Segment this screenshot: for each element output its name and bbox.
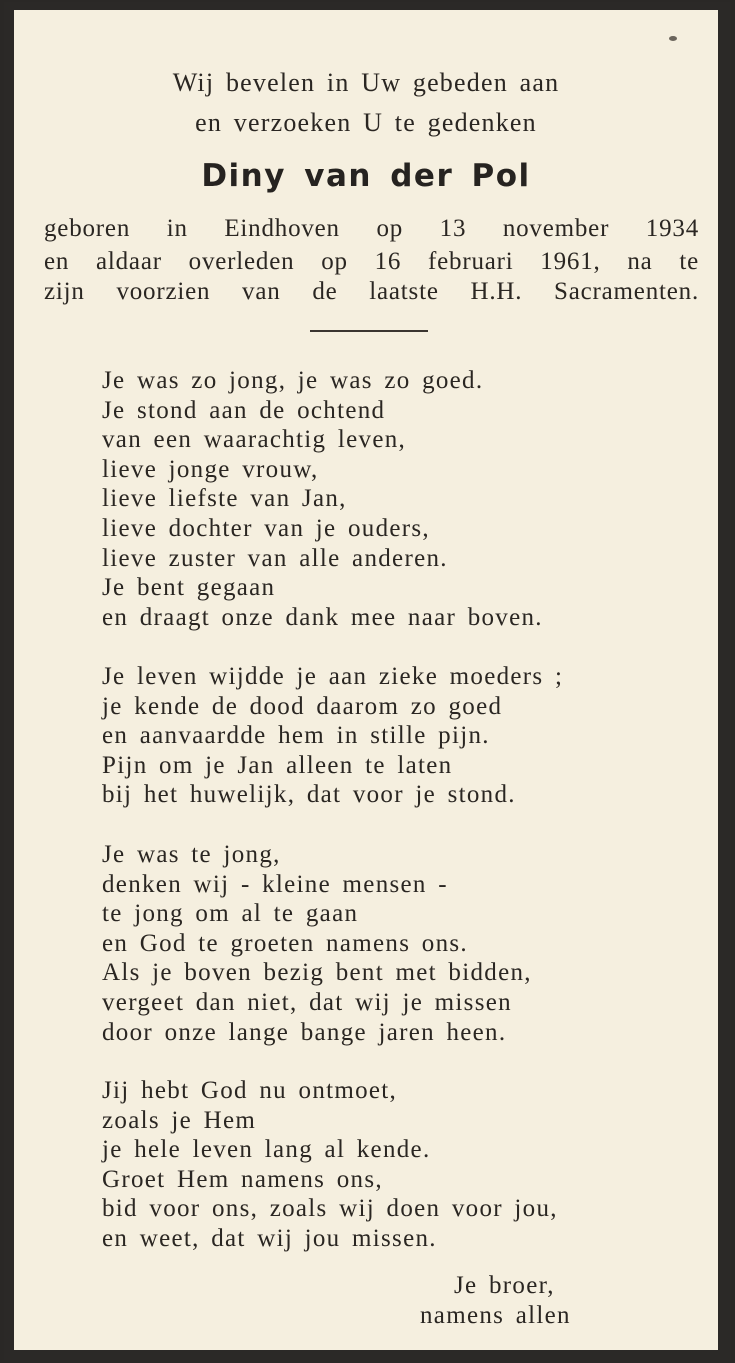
poem-line: Groet Hem namens ons, [102, 1165, 383, 1193]
poem-line: Als je boven bezig bent met bidden, [102, 959, 532, 987]
poem-line: door onze lange bange jaren heen. [102, 1018, 507, 1046]
poem-stanza-3 [102, 840, 532, 1047]
poem-line: je hele leven lang al kende. [102, 1136, 431, 1164]
poem-line: Je leven wijdde je aan zieke moeders ; [102, 663, 564, 690]
poem-line: lieve jonge vrouw, [102, 455, 319, 483]
poem-line: Pijn om je Jan alleen te laten [102, 751, 453, 779]
poem-line: van een waarachtig leven, [102, 426, 407, 454]
poem-line: lieve dochter van je ouders, [102, 514, 430, 542]
poem-stanza-2 [102, 662, 563, 810]
signoff-line-1: Je broer, [454, 1272, 555, 1299]
card-paper [14, 10, 718, 1350]
divider-rule [310, 330, 428, 332]
birth-line-1: geboren in Eindhoven op 13 november 1934 [44, 215, 699, 242]
deceased-name: Diny van der Pol [201, 158, 531, 194]
poem-line: lieve liefste van Jan, [102, 485, 347, 513]
poem-line: Je was te jong, [102, 841, 281, 868]
signoff-line-2: namens allen [420, 1302, 571, 1329]
poem-line: vergeet dan niet, dat wij je missen [102, 988, 512, 1016]
poem-line: je kende de dood daarom zo goed [102, 692, 503, 720]
poem-line: Je bent gegaan [102, 574, 276, 602]
intro-line-2: en verzoeken U te gedenken [195, 108, 537, 137]
birth-line-2: en aldaar overleden op 16 februari 1961, na te [44, 248, 699, 275]
intro-line-1: Wij bevelen in Uw gebeden aan [172, 68, 560, 97]
poem-line: Jij hebt God nu ontmoet, [102, 1077, 398, 1104]
poem-line: lieve zuster van alle anderen. [102, 544, 448, 572]
poem-line: zoals je Hem [102, 1106, 257, 1134]
poem-line: Je was zo jong, je was zo goed. [102, 367, 484, 394]
birth-line-3: zijn voorzien van de laatste H.H. Sacramenten. [44, 278, 699, 305]
poem-line: bij het huwelijk, dat voor je stond. [102, 781, 516, 809]
poem-stanza-4 [102, 1076, 558, 1254]
poem-line: en God te groeten namens ons. [102, 929, 468, 957]
poem-line: en aanvaardde hem in stille pijn. [102, 722, 490, 750]
poem-line: denken wij - kleine mensen - [102, 870, 448, 898]
memorial-card [4, 2, 731, 1360]
poem-line: en weet, dat wij jou missen. [102, 1224, 437, 1252]
poem-stanza-1 [102, 366, 543, 632]
poem-line: te jong om al te gaan [102, 900, 359, 928]
paper-speck [669, 36, 677, 41]
poem-line: Je stond aan de ochtend [102, 396, 386, 424]
poem-line: bid voor ons, zoals wij doen voor jou, [102, 1195, 558, 1223]
poem-line: en draagt onze dank mee naar boven. [102, 603, 543, 631]
